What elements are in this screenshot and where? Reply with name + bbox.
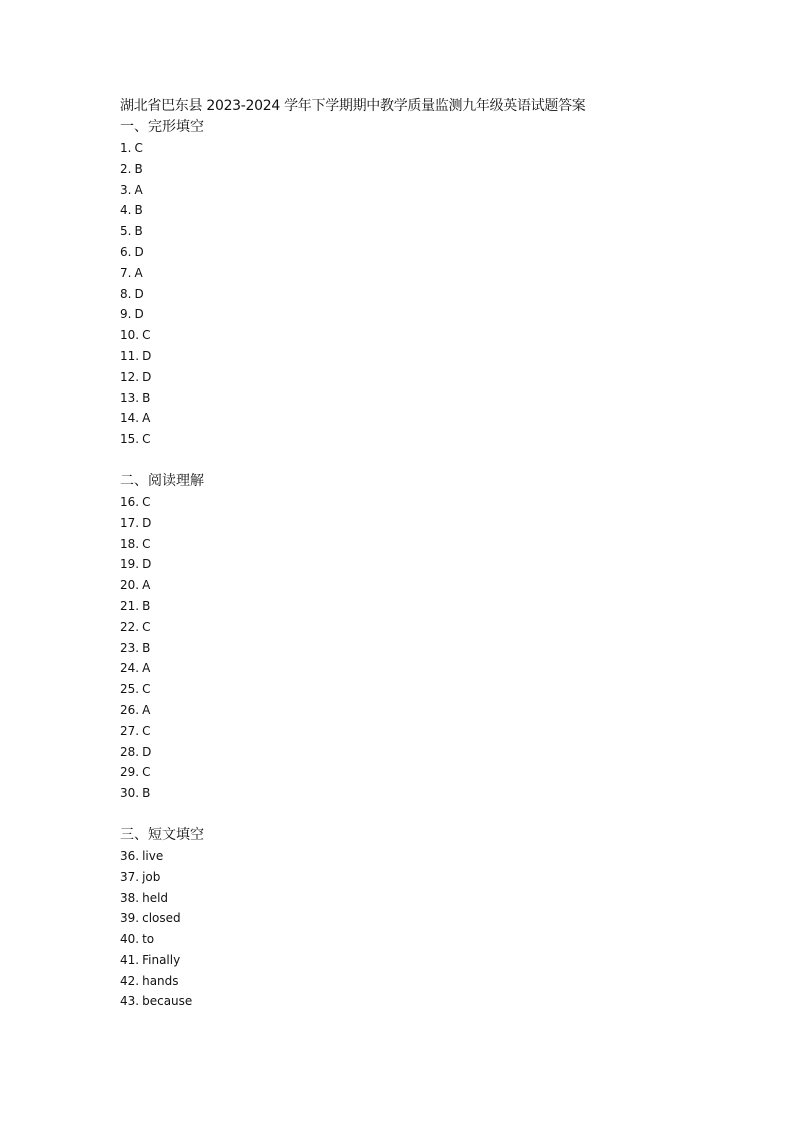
answer-item [120,742,720,763]
section-spacer [120,804,720,825]
answer-item [120,325,720,346]
answer-value: C [142,682,151,697]
question-number: 39. [120,911,140,926]
question-number: 6. [120,244,132,259]
answer-value: B [134,161,143,176]
answer-value: D [134,244,144,259]
answer-value: to [142,932,155,947]
answer-item [120,200,720,221]
question-number: 12. [120,369,140,384]
answer-item [120,263,720,284]
question-number: 16. [120,494,140,509]
answer-item [120,575,720,596]
answer-value: C [134,141,143,155]
answer-value: D [142,744,152,759]
answer-value: B [134,224,143,239]
answer-item [120,346,720,367]
answer-item [120,638,720,659]
question-number: 13. [120,390,140,405]
answer-item [120,617,720,638]
section-heading: 一、完形填空 [120,119,204,135]
answer-value: live [142,848,164,863]
answer-sections [120,117,720,1012]
answer-item [120,908,720,929]
answer-value: A [134,182,143,197]
answer-section [120,825,720,1012]
answer-item [120,658,720,679]
answer-list [120,138,720,450]
question-number: 8. [120,286,132,301]
question-number: 30. [120,786,140,801]
answer-value: D [142,515,152,530]
answer-item [120,867,720,888]
answer-value: D [142,348,152,363]
section-spacer [120,450,720,471]
section-heading: 三、短文填空 [120,826,204,843]
answer-item [120,700,720,721]
answer-value: closed [142,911,181,926]
answer-item [120,762,720,783]
question-number: 21. [120,598,140,613]
question-number: 19. [120,557,140,572]
answer-section [120,117,720,450]
answer-item [120,846,720,867]
question-number: 43. [120,994,140,1009]
question-number: 1. [120,141,132,155]
answer-value: Finally [142,952,181,967]
question-number: 27. [120,723,140,738]
answer-value: D [142,557,152,572]
answer-item [120,513,720,534]
question-number: 37. [120,869,140,884]
answer-item [120,367,720,388]
section-heading: 二、阅读理解 [120,472,204,489]
answer-value: D [134,286,144,301]
question-number: 2. [120,161,132,176]
answer-item [120,408,720,429]
question-number: 15. [120,432,140,447]
answer-item [120,888,720,909]
answer-list [120,846,720,1012]
answer-value: D [142,369,152,384]
document-title: 湖北省巴东县 2023-2024 学年下学期期中教学质量监测九年级英语试题答案 [120,98,586,114]
question-number: 25. [120,682,140,697]
question-number: 42. [120,973,140,988]
question-number: 7. [120,265,132,280]
answer-item [120,971,720,992]
answer-item [120,783,720,804]
answer-item [120,159,720,180]
question-number: 22. [120,619,140,634]
question-number: 10. [120,328,140,343]
answer-value: D [134,307,144,322]
answer-value: C [142,328,151,343]
answer-item [120,304,720,325]
question-number: 40. [120,932,140,947]
question-number: 41. [120,952,140,967]
answer-value: C [142,432,151,447]
question-number: 26. [120,702,140,717]
answer-section [120,471,720,804]
answer-item [120,242,720,263]
question-number: 38. [120,890,140,905]
answer-value: B [134,203,143,218]
answer-item [120,180,720,201]
answer-item [120,284,720,305]
answer-value: B [142,786,151,801]
answer-item [120,221,720,242]
question-number: 20. [120,578,140,593]
answer-value: A [134,265,143,280]
answer-item [120,554,720,575]
answer-value: C [142,536,151,551]
question-number: 3. [120,182,132,197]
answer-value: job [142,869,161,884]
answer-value: B [142,640,151,655]
question-number: 17. [120,515,140,530]
answer-value: C [142,765,151,780]
answer-value: B [142,598,151,613]
answer-item [120,991,720,1012]
question-number: 11. [120,348,140,363]
question-number: 9. [120,307,132,322]
answer-item [120,596,720,617]
question-number: 5. [120,224,132,239]
document-content [120,96,720,1012]
answer-item [120,929,720,950]
answer-value: A [142,661,151,676]
answer-value: A [142,702,151,717]
question-number: 28. [120,744,140,759]
answer-value: hands [142,973,179,988]
answer-list [120,492,720,804]
answer-value: A [142,578,151,593]
question-number: 24. [120,661,140,676]
answer-value: A [142,411,151,426]
answer-item [120,721,720,742]
question-number: 14. [120,411,140,426]
question-number: 36. [120,848,140,863]
answer-item [120,388,720,409]
answer-item [120,534,720,555]
answer-value: B [142,390,151,405]
answer-item [120,138,720,159]
question-number: 4. [120,203,132,218]
answer-item [120,950,720,971]
answer-item [120,679,720,700]
answer-value: held [142,890,169,905]
question-number: 29. [120,765,140,780]
answer-value: C [142,619,151,634]
question-number: 23. [120,640,140,655]
answer-value: C [142,494,151,509]
answer-item [120,492,720,513]
question-number: 18. [120,536,140,551]
answer-item [120,429,720,450]
answer-value: because [142,994,193,1009]
answer-value: C [142,723,151,738]
